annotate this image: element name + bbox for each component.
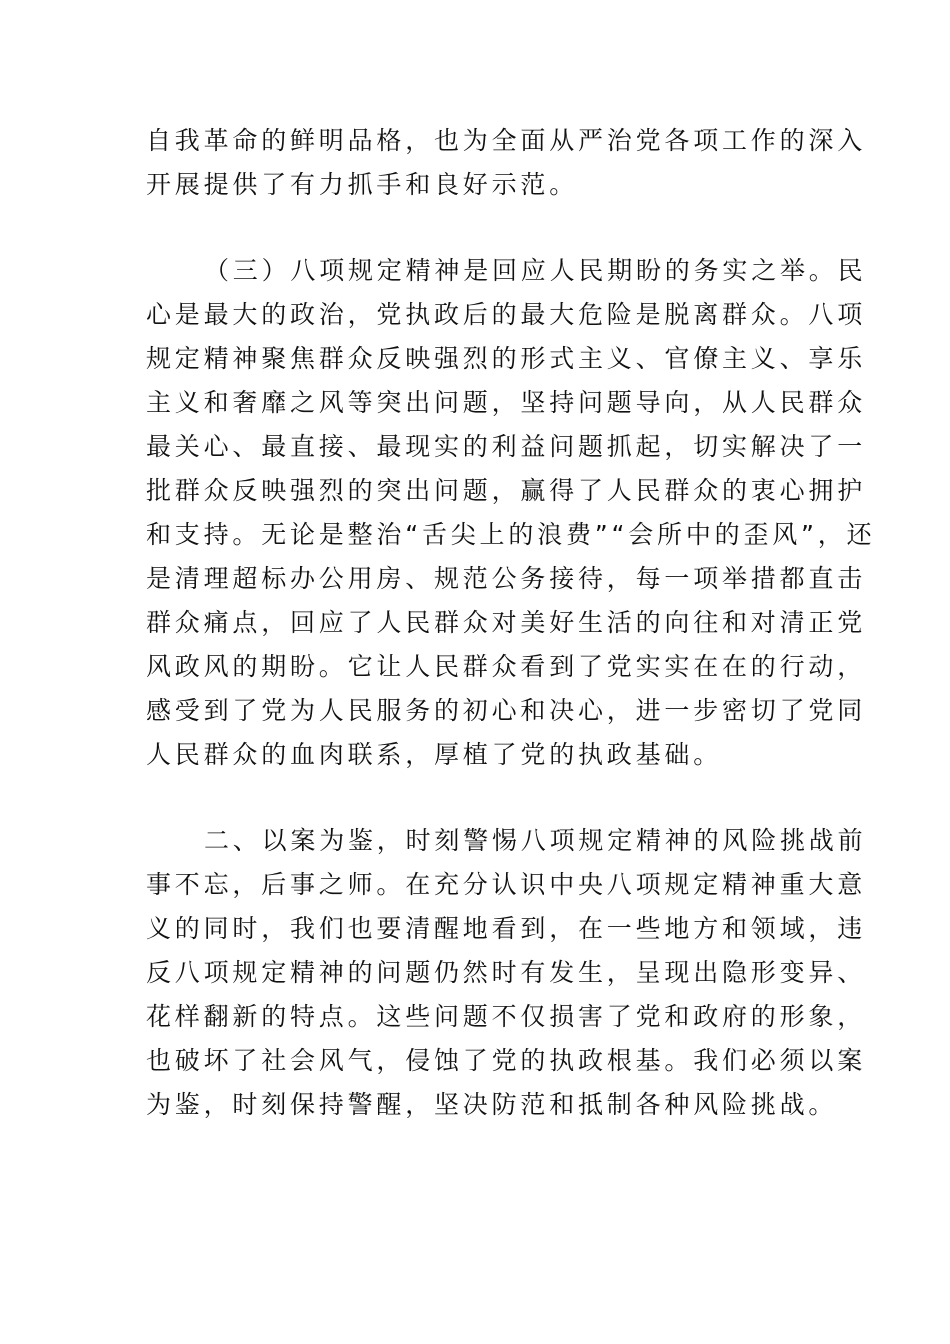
text-line: 批群众反映强烈的突出问题，赢得了人民群众的衷心拥护 [146,476,867,505]
paragraph-spacer [146,207,786,249]
paragraph-section-three [146,249,876,777]
text-line: 事不忘，后事之师。在充分认识中央八项规定精神重大意 [146,870,867,899]
text-line: 义的同时，我们也要清醒地看到，在一些地方和领域，违 [146,914,867,943]
document-page [146,119,876,1127]
text-line-heading: （三）八项规定精神是回应人民期盼的务实之举。民 [204,256,867,285]
text-line: 和支持。无论是整治“舌尖上的浪费”“会所中的歪风”，还 [146,520,876,549]
text-line: 为鉴，时刻保持警醒，坚决防范和抵制各种风险挑战。 [146,1090,838,1119]
text-line: 反八项规定精神的问题仍然时有发生，呈现出隐形变异、 [146,958,867,987]
text-line: 群众痛点，回应了人民群众对美好生活的向往和对清正党 [146,608,867,637]
text-line: 人民群众的血肉联系，厚植了党的执政基础。 [146,740,723,769]
text-line: 规定精神聚焦群众反映强烈的形式主义、官僚主义、享乐 [146,344,867,373]
text-line: 开展提供了有力抓手和良好示范。 [146,170,579,199]
text-line: 心是最大的政治，党执政后的最大危险是脱离群众。八项 [146,300,867,329]
paragraph-section-two [146,819,867,1127]
paragraph-spacer [146,777,786,819]
text-line: 风政风的期盼。它让人民群众看到了党实实在在的行动， [146,652,867,681]
text-line: 是清理超标办公用房、规范公务接待，每一项举措都直击 [146,564,867,593]
text-line: 自我革命的鲜明品格，也为全面从严治党各项工作的深入 [146,126,867,155]
text-line-heading: 二、以案为鉴，时刻警惕八项规定精神的风险挑战前 [204,826,867,855]
text-line: 花样翻新的特点。这些问题不仅损害了党和政府的形象， [146,1002,867,1031]
text-line: 最关心、最直接、最现实的利益问题抓起，切实解决了一 [146,432,867,461]
paragraph-continuation [146,119,867,207]
text-line: 感受到了党为人民服务的初心和决心，进一步密切了党同 [146,696,867,725]
text-line: 主义和奢靡之风等突出问题，坚持问题导向，从人民群众 [146,388,867,417]
text-line: 也破坏了社会风气，侵蚀了党的执政根基。我们必须以案 [146,1046,867,1075]
